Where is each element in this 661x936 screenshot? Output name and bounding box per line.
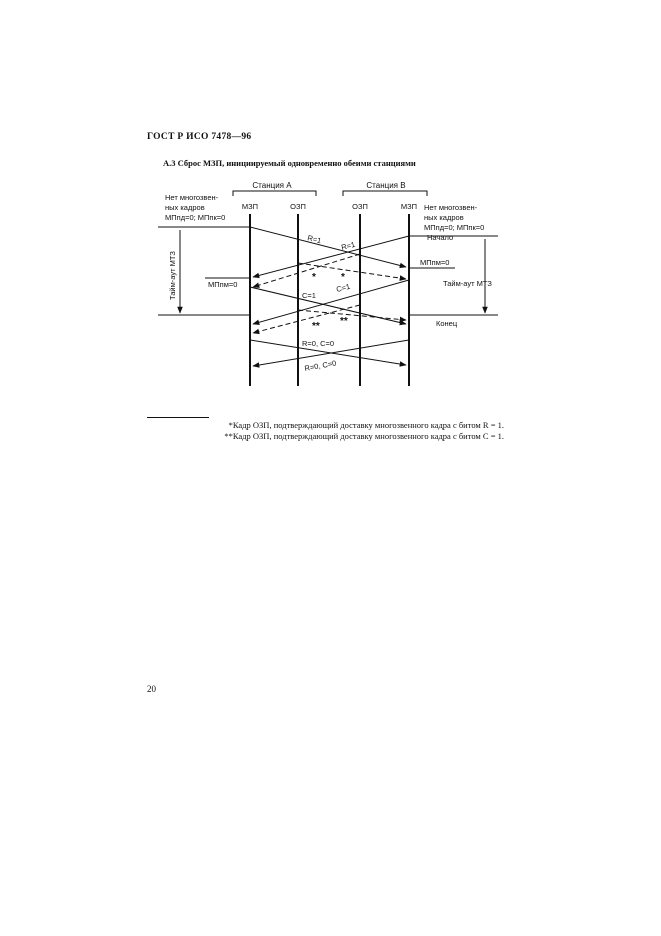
start-label: Начало: [427, 233, 454, 242]
left-note-line-1: Нет многозвен-: [165, 193, 219, 202]
lane-label-ozp-a: ОЗП: [290, 202, 306, 211]
end-label: Конец: [436, 319, 458, 328]
star-label-3: **: [312, 321, 320, 332]
label-r1-a: R=1: [306, 233, 323, 246]
mppm-label-left: МПпм=0: [208, 280, 238, 289]
label-r0c0-a: R=0, C=0: [302, 339, 335, 348]
right-note-line-2: ных кадров: [424, 213, 464, 222]
left-note-line-3: МПпд=0; МПпк=0: [165, 213, 226, 222]
station-a-label: Станция А: [252, 181, 292, 190]
label-r1-b: R=1: [340, 239, 357, 252]
right-note-line-1: Нет многозвен-: [424, 203, 478, 212]
lane-label-mzp-b: МЗП: [400, 202, 418, 211]
arrow-r1-a-to-b: [250, 227, 406, 267]
station-b-bracket: [343, 191, 427, 196]
label-c1-a: C=1: [302, 291, 316, 300]
footnote-2: **Кадр ОЗП, подтверждающий доставку многозвенного кадра с битом С = 1.: [224, 431, 504, 441]
star-label-4: **: [340, 316, 348, 327]
label-c1-b: C=1: [335, 281, 352, 294]
arrow-c1-b-to-a: [253, 280, 409, 324]
page-number: 20: [147, 684, 156, 694]
arrow-r1-b-to-a: [253, 236, 409, 277]
lane-label-ozp-b: ОЗП: [352, 202, 368, 211]
lane-label-mzp-a: МЗП: [241, 202, 259, 211]
label-r0c0-b: R=0, C=0: [303, 358, 337, 373]
mppm-label-right: МПпм=0: [420, 258, 450, 267]
star-label-1: *: [312, 272, 316, 283]
timeout-label-right: Тайм-аут МТЗ: [443, 279, 492, 288]
footnote-1: *Кадр ОЗП, подтверждающий доставку многозвенного кадра с битом R = 1.: [228, 420, 504, 430]
station-a-bracket: [233, 191, 316, 196]
document-header: ГОСТ Р ИСО 7478—96: [147, 132, 252, 142]
station-b-label: Станция В: [366, 181, 406, 190]
timeout-label-left: Тайм-аут МТЗ: [168, 251, 177, 300]
left-note-line-2: ных кадров: [165, 203, 205, 212]
right-note-line-3: МПпд=0; МПпк=0: [424, 223, 485, 232]
footnote-separator: [147, 417, 209, 418]
star-label-2: *: [341, 272, 345, 283]
section-title: А.3 Сброс МЗП, инициируемый одновременно обеими станциями: [163, 158, 416, 168]
